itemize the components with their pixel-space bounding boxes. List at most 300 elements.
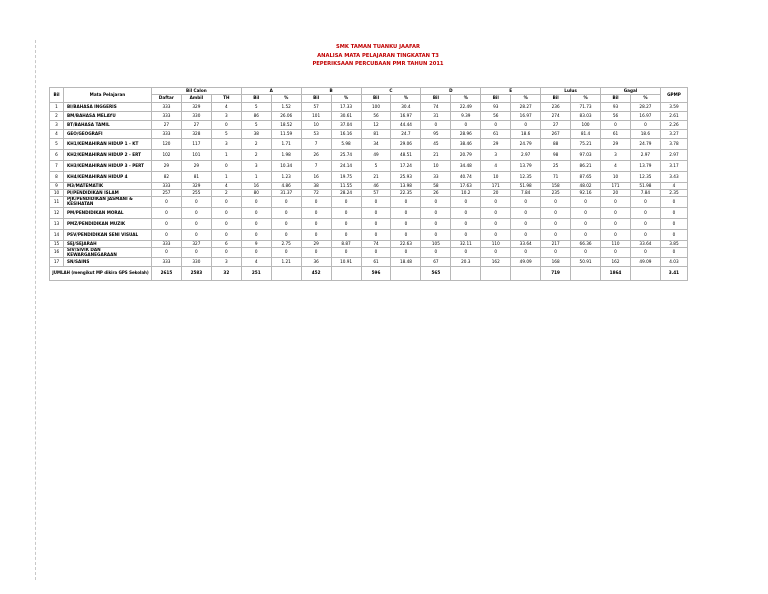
cell-lulus-bil: 25 <box>541 161 571 172</box>
cell-bil: 17 <box>50 258 64 267</box>
cell-gpmp: 3.27 <box>660 130 687 139</box>
cell-ambil: 0 <box>181 230 211 241</box>
cell-d-percent: 28.96 <box>451 130 481 139</box>
header-grade-c: C <box>361 88 421 95</box>
school-name: SMK TAMAN TUANKU JAAFAR <box>335 44 420 50</box>
cell-gagal-bil: 0 <box>601 248 631 258</box>
header-subject: Mata Pelajaran <box>63 88 151 103</box>
header-b-bil: Bil <box>301 95 331 103</box>
cell-subject: BT/BAHASA TAMIL <box>63 121 151 130</box>
total-e <box>481 267 511 281</box>
cell-bil: 7 <box>50 161 64 172</box>
cell-gagal-percent: 18.6 <box>630 130 660 139</box>
cell-d-bil: 33 <box>421 172 451 183</box>
cell-daftar: 333 <box>151 130 181 139</box>
cell-lulus-bil: 267 <box>541 130 571 139</box>
table-row <box>50 121 688 130</box>
cell-a-percent: 1.52 <box>271 103 301 112</box>
total-b-percent <box>331 267 361 281</box>
cell-a-percent: 10.34 <box>271 161 301 172</box>
cell-e-bil: 10 <box>481 172 511 183</box>
cell-a-percent: 0 <box>271 197 301 208</box>
cell-daftar: 0 <box>151 230 181 241</box>
header-bil: Bil <box>50 88 64 103</box>
cell-daftar: 29 <box>151 161 181 172</box>
cell-e-percent: 13.79 <box>511 161 541 172</box>
cell-c-percent: 22.35 <box>391 190 421 197</box>
cell-th: 0 <box>211 161 241 172</box>
cell-d-bil: 58 <box>421 183 451 190</box>
cell-gagal-bil: 56 <box>601 112 631 121</box>
cell-a-bil: 80 <box>241 190 271 197</box>
cell-th: 0 <box>211 248 241 258</box>
header-grade-e: E <box>481 88 541 95</box>
cell-gpmp: 3.43 <box>660 172 687 183</box>
cell-ambil: 328 <box>181 130 211 139</box>
cell-b-percent: 5.98 <box>331 139 361 150</box>
cell-b-bil: 0 <box>301 219 331 230</box>
cell-e-bil: 171 <box>481 183 511 190</box>
total-d: 565 <box>421 267 451 281</box>
cell-daftar: 82 <box>151 172 181 183</box>
cell-a-bil: 16 <box>241 183 271 190</box>
total-lulus: 719 <box>541 267 571 281</box>
cell-c-bil: 12 <box>361 121 391 130</box>
cell-b-percent: 11.55 <box>331 183 361 190</box>
cell-bil: 8 <box>50 172 64 183</box>
cell-c-percent: 25.93 <box>391 172 421 183</box>
cell-d-bil: 74 <box>421 103 451 112</box>
cell-d-percent: 20.79 <box>451 150 481 161</box>
cell-gagal-percent: 7.84 <box>630 190 660 197</box>
cell-c-percent: 44.44 <box>391 121 421 130</box>
cell-th: 4 <box>211 183 241 190</box>
cell-b-percent: 10.91 <box>331 258 361 267</box>
cell-d-bil: 0 <box>421 248 451 258</box>
cell-b-percent: 16.16 <box>331 130 361 139</box>
cell-lulus-bil: 158 <box>541 183 571 190</box>
cell-gpmp: 4 <box>660 183 687 190</box>
cell-e-percent: 0 <box>511 230 541 241</box>
cell-e-percent: 0 <box>511 208 541 219</box>
cell-gagal-percent: 33.64 <box>630 241 660 248</box>
total-lulus-percent <box>571 267 601 281</box>
cell-e-bil: 4 <box>481 161 511 172</box>
cell-b-bil: 29 <box>301 241 331 248</box>
cell-bil: 2 <box>50 112 64 121</box>
cell-d-bil: 105 <box>421 241 451 248</box>
cell-e-percent: 2.97 <box>511 150 541 161</box>
cell-gagal-percent: 2.97 <box>630 150 660 161</box>
cell-b-bil: 0 <box>301 230 331 241</box>
cell-e-bil: 0 <box>481 208 511 219</box>
total-a: 251 <box>241 267 271 281</box>
cell-b-percent: 8.87 <box>331 241 361 248</box>
header-ambil: Ambil <box>181 95 211 103</box>
cell-gpmp: 0 <box>660 248 687 258</box>
cell-daftar: 333 <box>151 103 181 112</box>
cell-a-percent: 26.06 <box>271 112 301 121</box>
cell-gagal-percent: 0 <box>630 230 660 241</box>
cell-th: 0 <box>211 208 241 219</box>
cell-e-percent: 0 <box>511 219 541 230</box>
cell-e-bil: 0 <box>481 121 511 130</box>
cell-lulus-percent: 83.03 <box>571 112 601 121</box>
cell-gagal-bil: 110 <box>601 241 631 248</box>
header-b-percent: % <box>331 95 361 103</box>
cell-gagal-bil: 0 <box>601 219 631 230</box>
cell-b-percent: 25.74 <box>331 150 361 161</box>
cell-c-bil: 57 <box>361 190 391 197</box>
table-row <box>50 190 688 197</box>
header-c-percent: % <box>391 95 421 103</box>
cell-c-bil: 0 <box>361 197 391 208</box>
cell-a-bil: 86 <box>241 112 271 121</box>
cell-ambil: 0 <box>181 208 211 219</box>
cell-b-percent: 0 <box>331 208 361 219</box>
cell-ambil: 330 <box>181 112 211 121</box>
cell-c-percent: 0 <box>391 197 421 208</box>
total-c: 596 <box>361 267 391 281</box>
cell-d-percent: 20.3 <box>451 258 481 267</box>
cell-gpmp: 2.35 <box>660 190 687 197</box>
cell-d-bil: 0 <box>421 208 451 219</box>
header-lulus: Lulus <box>541 88 601 95</box>
cell-a-bil: 5 <box>241 103 271 112</box>
cell-b-bil: 0 <box>301 248 331 258</box>
cell-lulus-percent: 71.73 <box>571 103 601 112</box>
cell-daftar: 0 <box>151 219 181 230</box>
cell-b-percent: 37.04 <box>331 121 361 130</box>
cell-subject: KH2/KEMAHIRAN HIDUP 2 - ERT <box>63 150 151 161</box>
cell-daftar: 0 <box>151 197 181 208</box>
cell-lulus-bil: 88 <box>541 139 571 150</box>
cell-th: 0 <box>211 230 241 241</box>
cell-a-bil: 38 <box>241 130 271 139</box>
total-gagal: 1864 <box>601 267 631 281</box>
total-d-percent <box>451 267 481 281</box>
cell-lulus-percent: 0 <box>571 219 601 230</box>
cell-gagal-percent: 51.98 <box>630 183 660 190</box>
cell-gagal-bil: 0 <box>601 230 631 241</box>
cell-gagal-percent: 16.97 <box>630 112 660 121</box>
cell-d-percent: 17.63 <box>451 183 481 190</box>
cell-c-bil: 5 <box>361 161 391 172</box>
cell-c-bil: 46 <box>361 183 391 190</box>
table-row <box>50 183 688 190</box>
cell-b-percent: 0 <box>331 248 361 258</box>
cell-gagal-bil: 20 <box>601 190 631 197</box>
cell-e-bil: 110 <box>481 241 511 248</box>
cell-d-percent: 10.2 <box>451 190 481 197</box>
cell-th: 0 <box>211 219 241 230</box>
cell-lulus-bil: 236 <box>541 103 571 112</box>
header-a-bil: Bil <box>241 95 271 103</box>
cell-d-bil: 10 <box>421 161 451 172</box>
table-row <box>50 150 688 161</box>
total-gpmp: 3.41 <box>660 267 687 281</box>
cell-b-bil: 72 <box>301 190 331 197</box>
cell-bil: 11 <box>50 197 64 208</box>
cell-e-bil: 61 <box>481 130 511 139</box>
cell-c-bil: 49 <box>361 150 391 161</box>
analysis-title: ANALISA MATA PELAJARAN TINGKATAN T3 <box>317 52 439 59</box>
table-row <box>50 230 688 241</box>
cell-daftar: 257 <box>151 190 181 197</box>
cell-subject: M3/MATEMATIK <box>63 183 151 190</box>
table-row <box>50 161 688 172</box>
cell-a-bil: 0 <box>241 248 271 258</box>
cell-c-percent: 48.51 <box>391 150 421 161</box>
cell-lulus-percent: 0 <box>571 230 601 241</box>
cell-lulus-bil: 0 <box>541 208 571 219</box>
cell-d-percent: 9.39 <box>451 112 481 121</box>
cell-b-percent: 24.14 <box>331 161 361 172</box>
cell-subject: SEJ/SEJARAH <box>63 241 151 248</box>
cell-c-bil: 100 <box>361 103 391 112</box>
cell-gagal-percent: 13.79 <box>630 161 660 172</box>
cell-a-bil: 0 <box>241 197 271 208</box>
cell-lulus-percent: 97.03 <box>571 150 601 161</box>
cell-bil: 16 <box>50 248 64 258</box>
cell-ambil: 329 <box>181 103 211 112</box>
cell-bil: 14 <box>50 230 64 241</box>
cell-a-bil: 4 <box>241 258 271 267</box>
cell-b-percent: 0 <box>331 219 361 230</box>
header-c-bil: Bil <box>361 95 391 103</box>
cell-daftar: 102 <box>151 150 181 161</box>
cell-d-percent: 0 <box>451 121 481 130</box>
cell-d-percent: 0 <box>451 219 481 230</box>
cell-th: 3 <box>211 139 241 150</box>
cell-subject: BM/BAHASA MELAYU <box>63 112 151 121</box>
cell-b-bil: 57 <box>301 103 331 112</box>
table-row <box>50 208 688 219</box>
cell-gpmp: 3.78 <box>660 139 687 150</box>
header-bil-calon: Bil Calon <box>151 88 241 95</box>
cell-b-bil: 101 <box>301 112 331 121</box>
cell-gagal-bil: 3 <box>601 150 631 161</box>
cell-c-percent: 0 <box>391 208 421 219</box>
cell-c-bil: 61 <box>361 258 391 267</box>
cell-lulus-bil: 98 <box>541 150 571 161</box>
cell-subject: PSV/PENDIDIKAN SENI VISUAL <box>63 230 151 241</box>
cell-gagal-percent: 0 <box>630 197 660 208</box>
cell-c-percent: 22.63 <box>391 241 421 248</box>
cell-e-percent: 12.35 <box>511 172 541 183</box>
total-gagal-percent <box>630 267 660 281</box>
report-title-block <box>0 43 768 69</box>
cell-lulus-bil: 274 <box>541 112 571 121</box>
cell-c-bil: 0 <box>361 219 391 230</box>
cell-b-percent: 19.75 <box>331 172 361 183</box>
cell-gagal-bil: 171 <box>601 183 631 190</box>
table-row <box>50 248 688 258</box>
header-a-percent: % <box>271 95 301 103</box>
cell-th: 3 <box>211 112 241 121</box>
cell-bil: 15 <box>50 241 64 248</box>
cell-bil: 9 <box>50 183 64 190</box>
cell-b-percent: 30.61 <box>331 112 361 121</box>
cell-lulus-bil: 71 <box>541 172 571 183</box>
cell-gagal-percent: 0 <box>630 208 660 219</box>
cell-b-bil: 7 <box>301 139 331 150</box>
cell-e-percent: 28.27 <box>511 103 541 112</box>
cell-gagal-percent: 0 <box>630 219 660 230</box>
cell-daftar: 333 <box>151 258 181 267</box>
cell-c-percent: 30.4 <box>391 103 421 112</box>
cell-bil: 1 <box>50 103 64 112</box>
cell-ambil: 255 <box>181 190 211 197</box>
cell-a-bil: 3 <box>241 161 271 172</box>
cell-lulus-bil: 27 <box>541 121 571 130</box>
cell-ambil: 27 <box>181 121 211 130</box>
cell-e-bil: 29 <box>481 139 511 150</box>
cell-lulus-bil: 0 <box>541 197 571 208</box>
cell-b-bil: 7 <box>301 161 331 172</box>
cell-subject: PM/PENDIDIKAN MORAL <box>63 208 151 219</box>
cell-a-percent: 1.98 <box>271 150 301 161</box>
cell-e-bil: 3 <box>481 150 511 161</box>
cell-th: 4 <box>211 103 241 112</box>
cell-b-percent: 17.33 <box>331 103 361 112</box>
table-row <box>50 172 688 183</box>
cell-gagal-percent: 28.27 <box>630 103 660 112</box>
header-gagal-bil: Bil <box>601 95 631 103</box>
cell-e-percent: 18.6 <box>511 130 541 139</box>
cell-c-percent: 24.7 <box>391 130 421 139</box>
table-row <box>50 197 688 208</box>
cell-lulus-bil: 0 <box>541 248 571 258</box>
cell-bil: 12 <box>50 208 64 219</box>
cell-c-percent: 18.48 <box>391 258 421 267</box>
cell-c-bil: 56 <box>361 112 391 121</box>
cell-lulus-percent: 0 <box>571 248 601 258</box>
cell-b-bil: 0 <box>301 197 331 208</box>
cell-e-bil: 0 <box>481 197 511 208</box>
cell-c-percent: 0 <box>391 230 421 241</box>
cell-b-bil: 16 <box>301 172 331 183</box>
table-row <box>50 219 688 230</box>
cell-gpmp: 0 <box>660 197 687 208</box>
cell-c-bil: 34 <box>361 139 391 150</box>
header-grade-d: D <box>421 88 481 95</box>
cell-subject: KH3/KEMAHIRAN HIDUP 3 - PERT <box>63 161 151 172</box>
cell-daftar: 333 <box>151 112 181 121</box>
cell-c-bil: 0 <box>361 230 391 241</box>
table-row <box>50 258 688 267</box>
cell-gagal-bil: 0 <box>601 197 631 208</box>
cell-a-bil: 9 <box>241 241 271 248</box>
cell-gpmp: 3.85 <box>660 241 687 248</box>
cell-subject: KH4/KEMAHIRAN HIDUP 4 <box>63 172 151 183</box>
cell-lulus-bil: 235 <box>541 190 571 197</box>
cell-d-percent: 38.46 <box>451 139 481 150</box>
cell-b-bil: 38 <box>301 183 331 190</box>
cell-lulus-percent: 81.4 <box>571 130 601 139</box>
cell-d-percent: 22.49 <box>451 103 481 112</box>
cell-a-percent: 1.71 <box>271 139 301 150</box>
cell-d-bil: 21 <box>421 150 451 161</box>
cell-c-percent: 0 <box>391 219 421 230</box>
cell-lulus-percent: 0 <box>571 197 601 208</box>
total-label: JUMLAH (mengikut MP dikira GPS Sekolah) <box>50 267 152 281</box>
header-gpmp: GPMP <box>660 88 687 103</box>
cell-a-bil: 2 <box>241 139 271 150</box>
cell-subject: PI/PENDIDIKAN ISLAM <box>63 190 151 197</box>
table-row <box>50 139 688 150</box>
cell-gagal-bil: 29 <box>601 139 631 150</box>
cell-th: 0 <box>211 121 241 130</box>
header-lulus-bil: Bil <box>541 95 571 103</box>
cell-e-percent: 49.09 <box>511 258 541 267</box>
cell-c-percent: 0 <box>391 248 421 258</box>
cell-d-percent: 0 <box>451 197 481 208</box>
header-d-bil: Bil <box>421 95 451 103</box>
cell-e-bil: 20 <box>481 190 511 197</box>
cell-c-percent: 16.97 <box>391 112 421 121</box>
cell-lulus-percent: 87.65 <box>571 172 601 183</box>
cell-th: 5 <box>211 130 241 139</box>
cell-bil: 6 <box>50 150 64 161</box>
cell-ambil: 0 <box>181 248 211 258</box>
cell-c-percent: 17.24 <box>391 161 421 172</box>
cell-c-bil: 74 <box>361 241 391 248</box>
total-row <box>50 267 688 281</box>
cell-a-percent: 0 <box>271 230 301 241</box>
cell-e-bil: 0 <box>481 230 511 241</box>
cell-bil: 13 <box>50 219 64 230</box>
cell-a-percent: 0 <box>271 208 301 219</box>
cell-a-percent: 0 <box>271 219 301 230</box>
cell-gagal-percent: 24.79 <box>630 139 660 150</box>
cell-b-bil: 10 <box>301 121 331 130</box>
cell-subject: PJK/PENDIDIKAN JASMANI & KESIHATAN <box>63 197 151 208</box>
subject-analysis-table <box>49 87 688 281</box>
cell-c-bil: 21 <box>361 172 391 183</box>
cell-lulus-bil: 168 <box>541 258 571 267</box>
cell-e-bil: 162 <box>481 258 511 267</box>
cell-lulus-percent: 86.21 <box>571 161 601 172</box>
cell-subject: PMZ/PENDIDIKAN MUZIK <box>63 219 151 230</box>
cell-e-percent: 0 <box>511 248 541 258</box>
header-grade-a: A <box>241 88 301 95</box>
cell-subject: SIV/SIVIK DAN KEWARGANEGARAAN <box>63 248 151 258</box>
cell-gagal-bil: 93 <box>601 103 631 112</box>
cell-th: 1 <box>211 150 241 161</box>
header-grade-b: B <box>301 88 361 95</box>
cell-e-bil: 0 <box>481 248 511 258</box>
cell-a-bil: 0 <box>241 208 271 219</box>
cell-gpmp: 0 <box>660 219 687 230</box>
cell-daftar: 0 <box>151 208 181 219</box>
cell-gpmp: 3.17 <box>660 161 687 172</box>
cell-subject: BI/BAHASA INGGERIS <box>63 103 151 112</box>
cell-lulus-percent: 92.16 <box>571 190 601 197</box>
cell-a-percent: 18.52 <box>271 121 301 130</box>
cell-th: 3 <box>211 258 241 267</box>
cell-d-percent: 0 <box>451 248 481 258</box>
cell-gagal-bil: 0 <box>601 208 631 219</box>
cell-e-bil: 0 <box>481 219 511 230</box>
cell-gagal-bil: 4 <box>601 161 631 172</box>
total-b: 452 <box>301 267 331 281</box>
header-gagal: Gagal <box>601 88 661 95</box>
cell-lulus-percent: 0 <box>571 208 601 219</box>
cell-lulus-bil: 217 <box>541 241 571 248</box>
total-ambil: 2583 <box>181 267 211 281</box>
cell-e-percent: 33.64 <box>511 241 541 248</box>
